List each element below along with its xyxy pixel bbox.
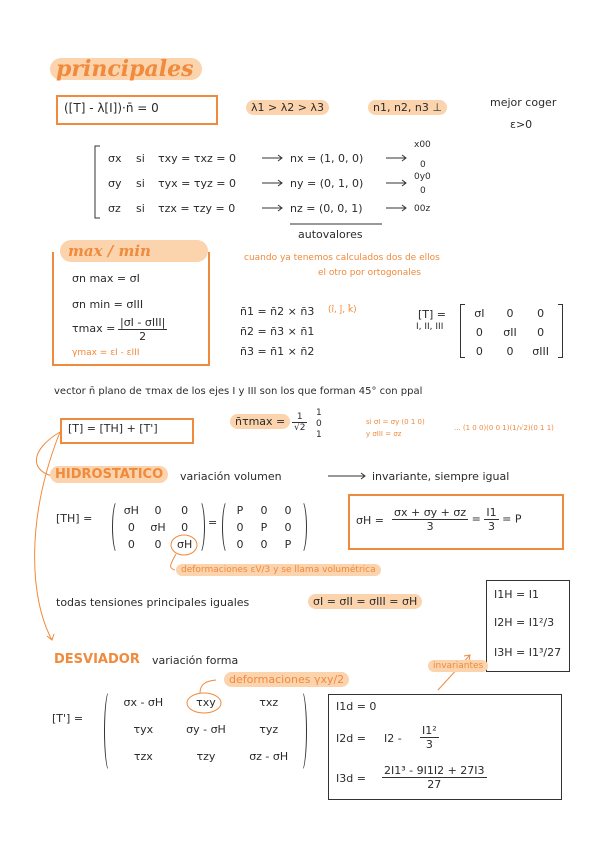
vector-cell: 1 bbox=[316, 408, 322, 418]
paren bbox=[296, 690, 307, 772]
hidro-invariant: I1H = I1 bbox=[494, 588, 539, 601]
T-principal-sub: I, II, III bbox=[416, 322, 444, 332]
page-title: principales bbox=[56, 56, 194, 82]
lambda-order: λ1 > λ2 > λ3 bbox=[246, 100, 329, 115]
matrix-cell: σIII bbox=[532, 345, 550, 358]
n-tau-max-coef bbox=[292, 412, 307, 433]
matrix-cell: σz - σH bbox=[249, 750, 289, 763]
invariantes-note: invariantes bbox=[428, 660, 488, 672]
sigma-H-label: σH = bbox=[356, 514, 384, 527]
todas-iguales: todas tensiones principales iguales bbox=[56, 596, 250, 609]
matrix-cell: P bbox=[284, 538, 292, 551]
eigen-row-condition: τyx = τyz = 0 bbox=[158, 177, 236, 190]
matrix-cell: 0 bbox=[127, 521, 135, 534]
maxmin-heading: max / min bbox=[68, 242, 151, 260]
I3d-fraction bbox=[382, 764, 487, 791]
n-tau-max-vector bbox=[316, 408, 322, 441]
eigen-row-si: si bbox=[136, 152, 145, 165]
desviador-heading: DESVIADOR bbox=[54, 652, 140, 667]
hidro-invariant: I3H = I1³/27 bbox=[494, 646, 562, 659]
matrix-cell: σx - σH bbox=[123, 696, 164, 709]
dot-pattern-line: 0 bbox=[420, 160, 426, 170]
todas-iguales-eq: σI = σII = σIII = σH bbox=[308, 594, 422, 609]
matrix-cell: P bbox=[236, 504, 244, 517]
eigen-row-vector: nz = (0, 0, 1) bbox=[290, 202, 363, 215]
note-ortogonal-2: el otro por ortogonales bbox=[318, 268, 421, 278]
tau-max-num: |σI - σIII| bbox=[120, 316, 166, 329]
matrix-cell: 0 bbox=[154, 538, 162, 551]
matrix-cell: σH bbox=[150, 521, 166, 534]
matrix-cell: 0 bbox=[236, 538, 244, 551]
note-mejor-coger: mejor coger bbox=[490, 96, 557, 109]
T-prime-label: [T'] = bbox=[52, 712, 84, 725]
matrix-cell: τyz bbox=[259, 723, 279, 736]
coef-num: 1 bbox=[292, 412, 307, 423]
I3d-num: 2I1³ - 9I1I2 + 27I3 bbox=[384, 764, 485, 777]
eigen-row-condition: τzx = τzy = 0 bbox=[158, 202, 236, 215]
vector-cell: 0 bbox=[316, 419, 322, 429]
matrix-cell: σH bbox=[123, 504, 139, 517]
matrix-cell: 0 bbox=[181, 521, 189, 534]
matrix-cell: 0 bbox=[127, 538, 135, 551]
eigen-row-sigma: σx bbox=[108, 152, 122, 165]
I2d-fraction bbox=[420, 724, 439, 751]
hidro-deform-note: deformaciones εV/3 y se llama volumétrica bbox=[176, 564, 381, 576]
matrix-cell: 0 bbox=[475, 326, 483, 339]
note-epsilon: ε>0 bbox=[510, 118, 533, 131]
tau-max-fraction bbox=[118, 316, 167, 343]
note-ortogonal-1: cuando ya tenemos calculados dos de ellos bbox=[244, 253, 440, 263]
matrix-cell: 0 bbox=[284, 521, 292, 534]
matrix-cell: 0 bbox=[475, 345, 483, 358]
cross-product-3: n̄3 = n̄1 × n̄2 bbox=[240, 345, 315, 358]
matrix-cell: 0 bbox=[284, 504, 292, 517]
matrix-cell: σH bbox=[177, 538, 193, 551]
sigma-max: σn max = σI bbox=[72, 272, 140, 285]
sigma-H-num: σx + σy + σz bbox=[394, 506, 467, 519]
TH-label: [TH] = bbox=[56, 512, 93, 525]
TH-matrix bbox=[118, 504, 198, 551]
matrix-cell: 0 bbox=[181, 504, 189, 517]
sigma-H-den: 3 bbox=[426, 520, 434, 533]
side-case-detail: ... (1 0 0)(0 0 1)(1/√2)(0 1 1) bbox=[454, 424, 554, 432]
coef-den: √2 bbox=[294, 423, 306, 433]
decomposition-equation: [T] = [TH] + [T'] bbox=[68, 422, 158, 435]
I2d-den: 3 bbox=[425, 738, 433, 751]
cross-product-1: n̄1 = n̄2 × n̄3 bbox=[240, 305, 315, 318]
desviador-desc: variación forma bbox=[152, 654, 239, 667]
matrix-cell: τxz bbox=[259, 696, 279, 709]
matrix-cell: 0 bbox=[537, 307, 545, 320]
matrix-cell: 0 bbox=[506, 307, 514, 320]
hidrostatico-desc: variación volumen bbox=[180, 470, 282, 483]
P-matrix bbox=[228, 504, 300, 551]
sigma-H-den2: 3 bbox=[487, 520, 495, 533]
eigen-row-si: si bbox=[136, 177, 145, 190]
side-case-1: si σI = σy (0 1 0) bbox=[366, 418, 425, 426]
cross-product-2: n̄2 = n̄3 × n̄1 bbox=[240, 325, 315, 338]
eigen-row-sigma: σy bbox=[108, 177, 122, 190]
dot-pattern-line: 0 bbox=[420, 186, 426, 196]
I1d: I1d = 0 bbox=[336, 700, 377, 713]
matrix-cell: P bbox=[260, 521, 268, 534]
matrix-cell: 0 bbox=[260, 504, 268, 517]
matrix-cell: τxy bbox=[196, 696, 216, 709]
I3d-label: I3d = bbox=[336, 772, 366, 785]
eigen-row-vector: nx = (1, 0, 0) bbox=[290, 152, 364, 165]
matrix-cell: 0 bbox=[537, 326, 545, 339]
tau-max-label: τmax = bbox=[72, 322, 116, 335]
gamma-max: γmax = εI - εIII bbox=[72, 348, 140, 358]
I2d-rhs: I2 - bbox=[384, 732, 402, 745]
T-principal-matrix bbox=[464, 307, 556, 358]
eigen-equation: ([T] - λ[I])·n̄ = 0 bbox=[64, 101, 159, 115]
invariante-note: invariante, siempre igual bbox=[372, 470, 510, 483]
sigma-H-equals-P: = P bbox=[502, 512, 522, 526]
eigen-row-vector: ny = (0, 1, 0) bbox=[290, 177, 364, 190]
dot-pattern-line: 0y0 bbox=[414, 172, 431, 182]
paren bbox=[194, 500, 205, 554]
matrix-cell: τzy bbox=[196, 750, 216, 763]
matrix-cell: τyx bbox=[133, 723, 154, 736]
matrix-cell: 0 bbox=[154, 504, 162, 517]
eigen-row-condition: τxy = τxz = 0 bbox=[158, 152, 236, 165]
matrix-bracket bbox=[558, 304, 563, 358]
matrix-cell: τzx bbox=[133, 750, 153, 763]
vector-cell: 1 bbox=[316, 430, 322, 440]
tau-max-den: 2 bbox=[139, 330, 147, 343]
dot-pattern-line: x00 bbox=[414, 140, 431, 150]
n-tau-max-label: n̄τmax = bbox=[230, 414, 290, 429]
paren bbox=[296, 500, 307, 554]
T-principal-label: [T] = bbox=[418, 308, 447, 321]
matrix-cell: σy - σH bbox=[186, 723, 226, 736]
eigen-row-si: si bbox=[136, 202, 145, 215]
desviador-deform-note: deformaciones γxy/2 bbox=[224, 672, 349, 687]
equals-sign: = bbox=[208, 516, 218, 529]
eigen-row-sigma: σz bbox=[108, 202, 121, 215]
desviador-matrix bbox=[112, 696, 300, 763]
matrix-cell: 0 bbox=[260, 538, 268, 551]
matrix-cell: σI bbox=[474, 307, 485, 320]
sigma-H-num2: I1 bbox=[486, 506, 497, 519]
hidro-invariant: I2H = I1²/3 bbox=[494, 616, 555, 629]
unit-vectors: (î, ĵ, k̂) bbox=[328, 305, 357, 315]
normals-orthogonal: n1, n2, n3 ⊥ bbox=[368, 100, 447, 115]
autovalores-label: autovalores bbox=[298, 228, 363, 241]
hidrostatico-heading: HIDROSTATICO bbox=[50, 466, 168, 483]
matrix-cell: 0 bbox=[506, 345, 514, 358]
dot-pattern-line: 00z bbox=[414, 204, 431, 214]
sigma-min: σn min = σIII bbox=[72, 298, 144, 311]
side-case-2: y σIII = σz bbox=[366, 430, 402, 438]
vector-plane-note: vector n̄ plano de τmax de los ejes I y III son los que forman 45° con ppal bbox=[54, 386, 423, 397]
matrix-cell: σII bbox=[503, 326, 517, 339]
sigma-H-fraction: $\frac{\sigma x + \sigma y + \sigma z}{3}$ = $\frac{I1}{3}$ = P bbox=[394, 506, 522, 533]
matrix-cell: 0 bbox=[236, 521, 244, 534]
I2d-label: I2d = bbox=[336, 732, 366, 745]
I3d-den: 27 bbox=[427, 778, 442, 791]
I2d-num: I1² bbox=[422, 724, 437, 737]
